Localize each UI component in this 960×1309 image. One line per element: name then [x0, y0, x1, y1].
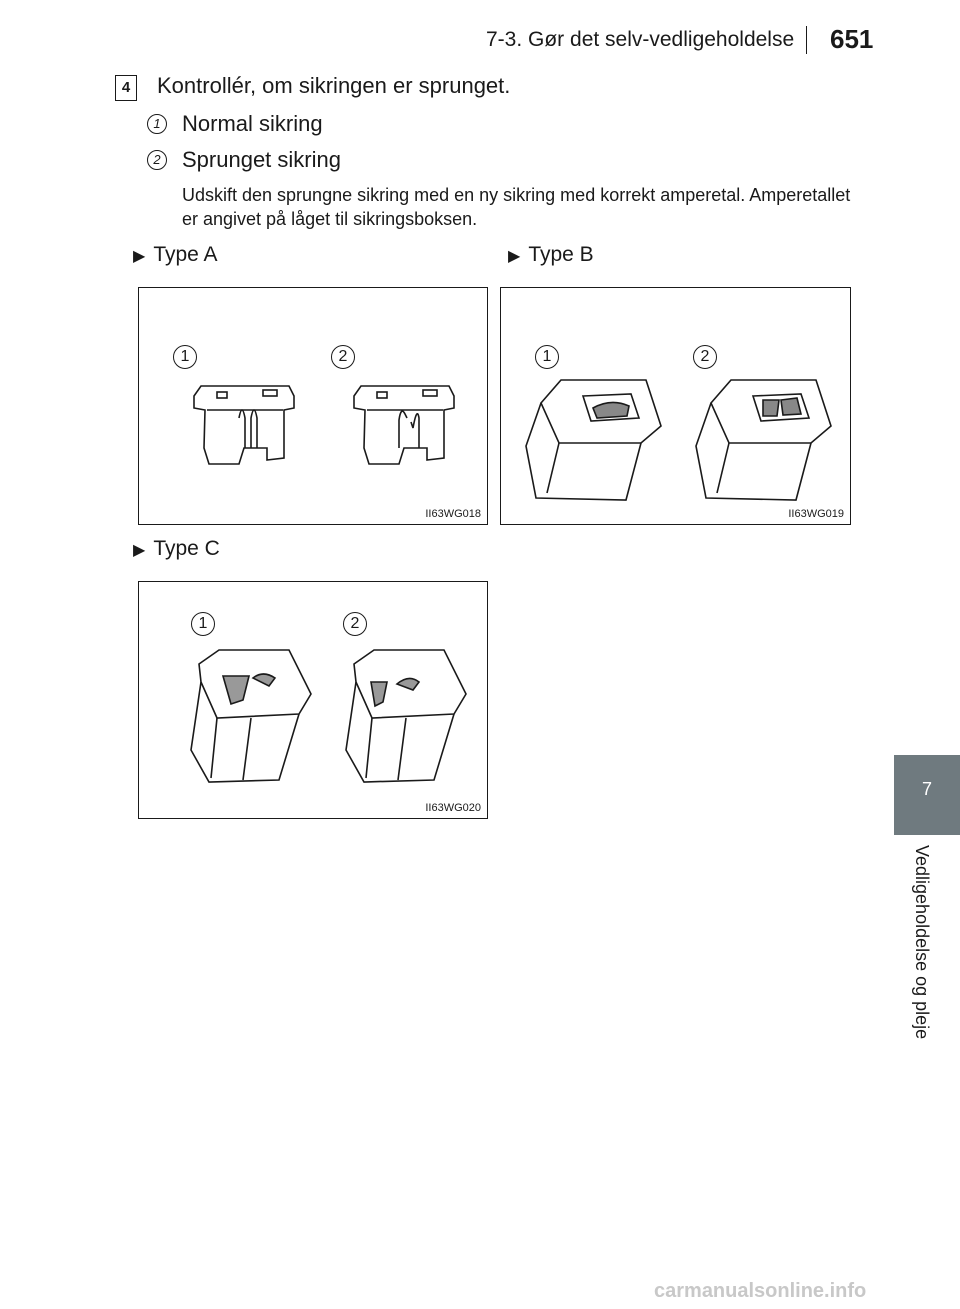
figure-type-c [138, 581, 488, 819]
watermark: carmanualsonline.info [654, 1280, 867, 1302]
callout-2: 2 [343, 612, 367, 636]
callout-1: 1 [173, 345, 197, 369]
figure-code: II63WG018 [425, 508, 481, 520]
figure-code: II63WG020 [425, 802, 481, 814]
type-b-heading: ▶ Type B [508, 243, 594, 266]
chapter-number: 7 [921, 779, 932, 799]
page-number: 651 [830, 24, 874, 54]
page-header [0, 0, 960, 60]
item-number-1: 1 [147, 114, 167, 134]
triangle-bullet-icon: ▶ [133, 248, 146, 265]
step-number: 4 [115, 75, 137, 101]
instruction-note: Udskift den sprungne sikring med en ny sikring med korrekt amperetal. Amperetallet er angivet på låget til sikringsboksen. [182, 185, 851, 229]
type-a-heading: ▶ Type A [133, 243, 218, 266]
item-number-2: 2 [147, 150, 167, 170]
section-title: 7-3. Gør det selv-vedligeholdelse [486, 28, 795, 51]
type-a-fuse-illustration [139, 288, 487, 524]
header-divider [806, 26, 807, 54]
item-label-blown: Sprunget sikring [182, 147, 341, 172]
chapter-tab[interactable] [894, 755, 960, 835]
chapter-label: Vedligeholdelse og pleje [912, 845, 932, 1040]
callout-1: 1 [191, 612, 215, 636]
figure-type-a [138, 287, 488, 525]
triangle-bullet-icon: ▶ [133, 542, 146, 559]
callout-2: 2 [693, 345, 717, 369]
type-c-fuse-illustration [139, 582, 487, 818]
figure-type-b [500, 287, 851, 525]
figure-code: II63WG019 [788, 508, 844, 520]
item-label-normal: Normal sikring [182, 111, 323, 136]
type-b-fuse-illustration [501, 288, 850, 524]
callout-2: 2 [331, 345, 355, 369]
type-c-heading: ▶ Type C [133, 537, 220, 560]
triangle-bullet-icon: ▶ [508, 248, 521, 265]
step-title: Kontrollér, om sikringen er sprunget. [157, 73, 511, 98]
callout-1: 1 [535, 345, 559, 369]
